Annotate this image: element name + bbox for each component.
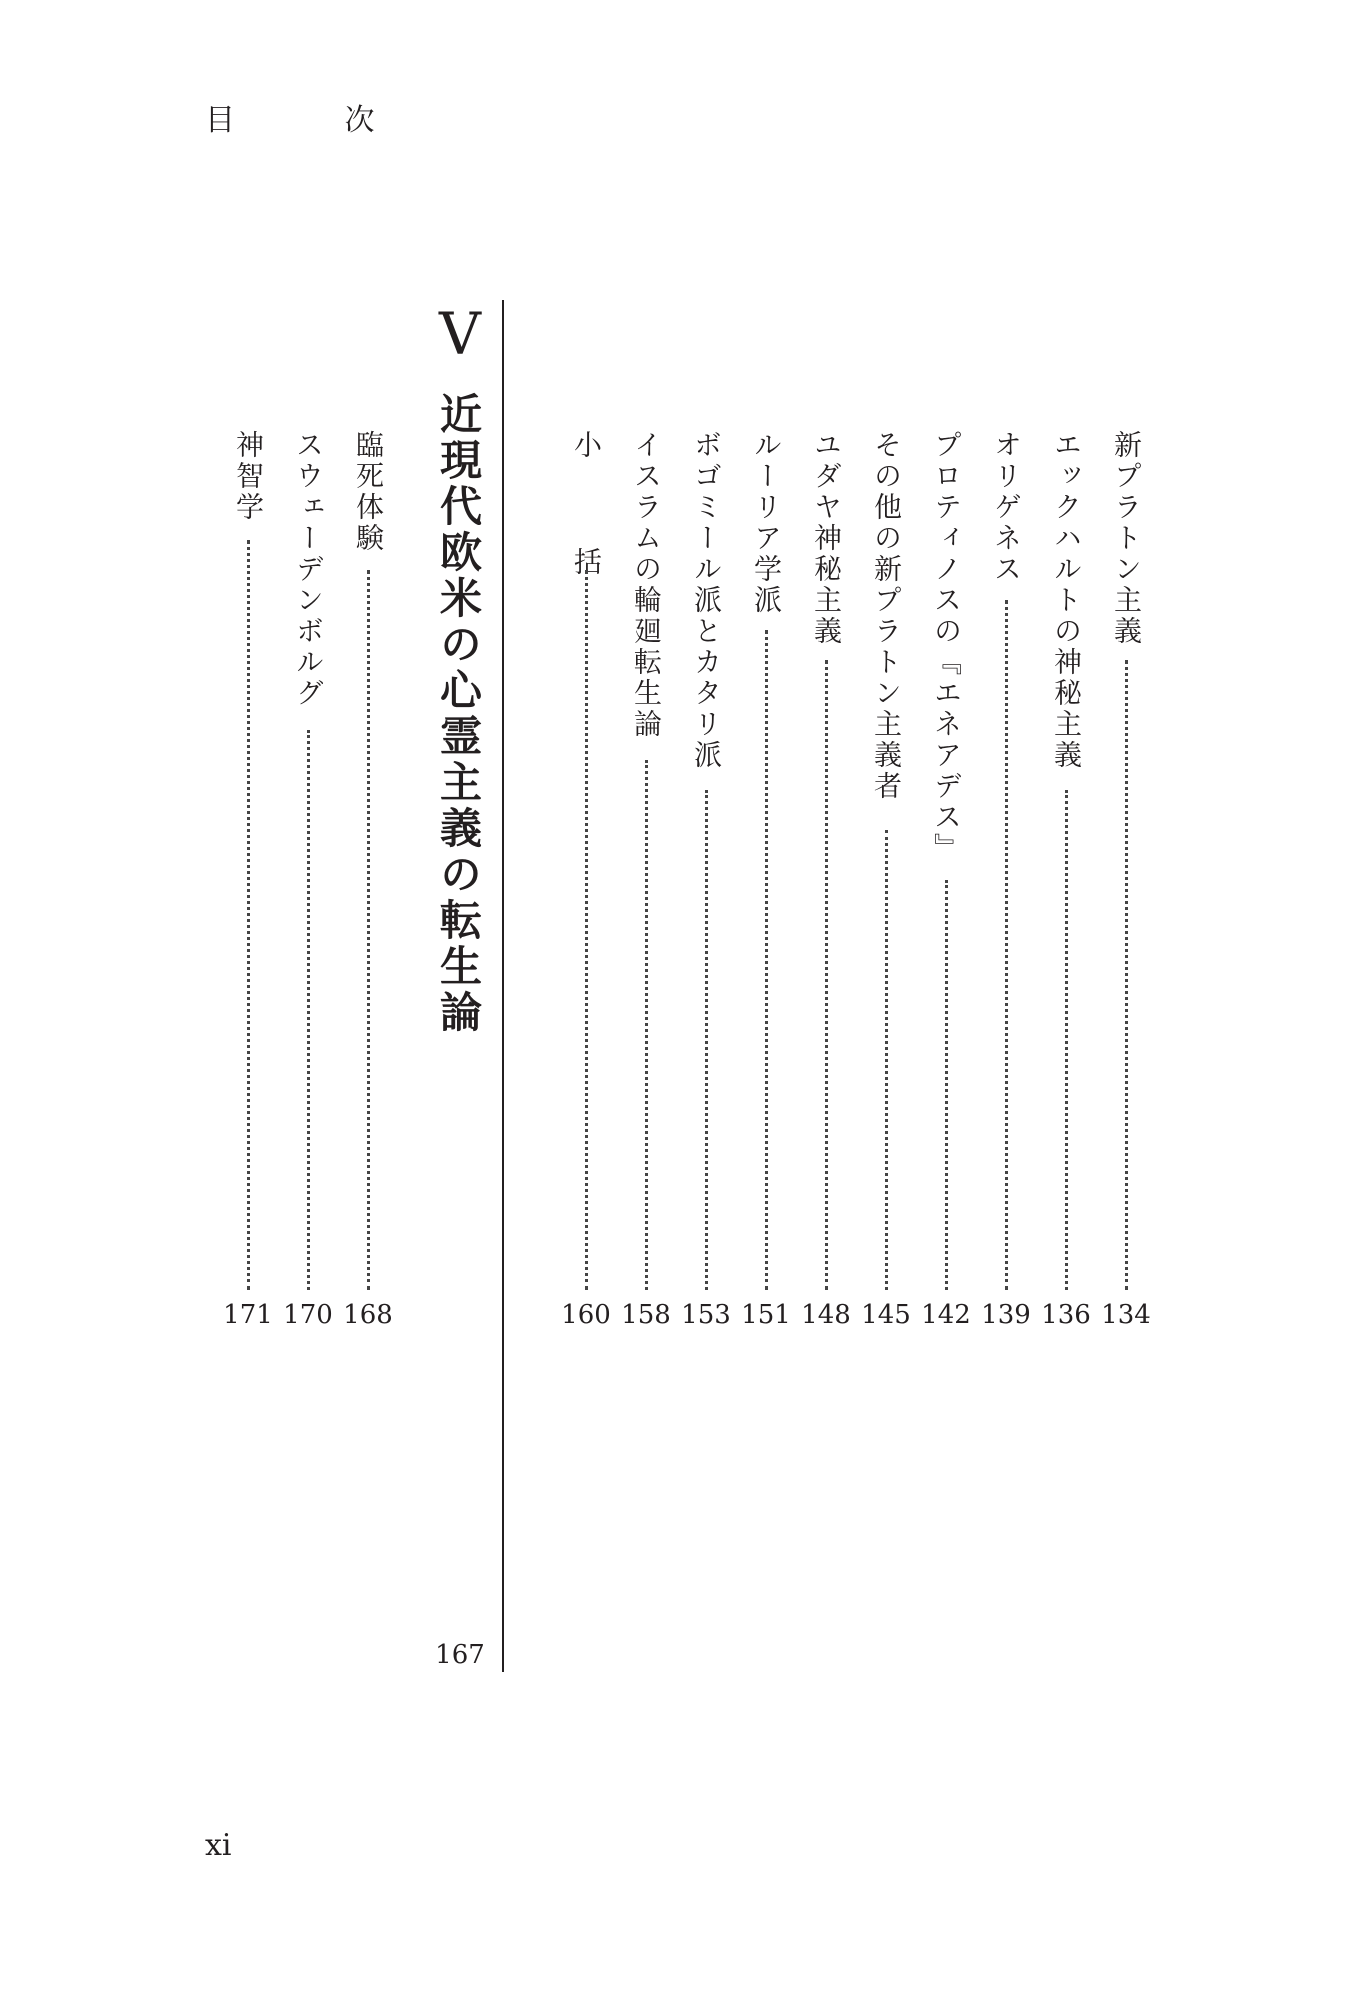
page-number: xi: [205, 1828, 232, 1863]
toc-entry-page: 145: [861, 1300, 911, 1330]
toc-entry-title: エックハルトの神秘主義: [1050, 430, 1083, 771]
toc-entry-title: イスラムの輪廻転生論: [630, 430, 663, 740]
toc-entry-page: 136: [1041, 1300, 1091, 1330]
toc-entry-page: 153: [681, 1300, 731, 1330]
toc-entry-page: 142: [921, 1300, 971, 1330]
toc-entry-leader: [367, 570, 370, 1290]
toc-entry-leader: [945, 880, 948, 1290]
toc-entry-leader: [585, 570, 588, 1290]
toc-entry-title: 神智学: [232, 430, 265, 523]
toc-entry-title: オリゲネス: [990, 430, 1023, 585]
toc-entry-leader: [247, 540, 250, 1290]
toc-entry-page: 160: [561, 1300, 611, 1330]
toc-entry-title: 新プラトン主義: [1110, 430, 1143, 647]
toc-entry-leader: [705, 790, 708, 1290]
toc-entry-title: ユダヤ神秘主義: [810, 430, 843, 647]
toc-entry-page: 158: [621, 1300, 671, 1330]
toc-entry-leader: [885, 830, 888, 1290]
part-title: 近現代欧米の心霊主義の転生論: [434, 392, 483, 1036]
toc-entry-leader: [307, 730, 310, 1290]
toc-entry-leader: [825, 660, 828, 1290]
toc-entry-title: スウェーデンボルグ: [292, 430, 325, 709]
toc-entry-title: ボゴミール派とカタリ派: [690, 430, 723, 771]
toc-entry-page: 134: [1101, 1300, 1151, 1330]
toc-entry-leader: [1065, 790, 1068, 1290]
toc-entry-leader: [1005, 600, 1008, 1290]
part-page-number: 167: [435, 1640, 485, 1670]
toc-entry-page: 139: [981, 1300, 1031, 1330]
toc-entry-title: 臨死体験: [352, 430, 385, 554]
toc-entry-page: 168: [343, 1300, 393, 1330]
part-numeral: V: [439, 300, 481, 368]
toc-entry-leader: [645, 760, 648, 1290]
toc-entry-title: ルーリア学派: [750, 430, 783, 616]
toc-entry-page: 170: [283, 1300, 333, 1330]
toc-entry-leader: [1125, 660, 1128, 1290]
toc-entry-page: 148: [801, 1300, 851, 1330]
toc-entry-leader: [765, 630, 768, 1290]
toc-entry-page: 171: [223, 1300, 273, 1330]
running-header: 目 次: [205, 103, 425, 138]
part-divider-line: [502, 300, 504, 1672]
toc-entry-title: プロティノスの『エネアデス』: [930, 430, 963, 864]
toc-entry-title: その他の新プラトン主義者: [870, 430, 903, 802]
toc-entry-title: 小 括: [570, 430, 603, 615]
toc-entry-page: 151: [741, 1300, 791, 1330]
